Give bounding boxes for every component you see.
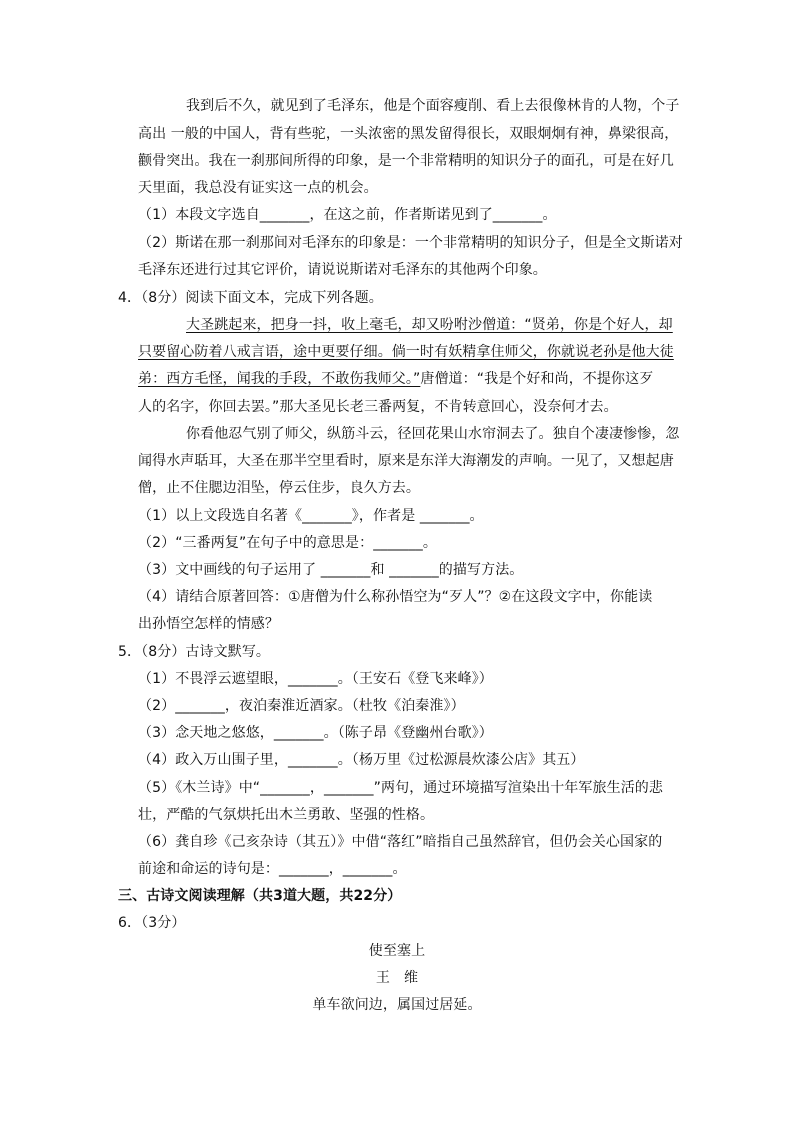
q5-item-2: （2）_______，夜泊秦淮近酒家。（杜牧《泊秦淮》） — [138, 698, 465, 714]
q4-sub-question-4-line-2: 出孙悟空怎样的情感？ — [138, 616, 279, 632]
q5-item-5-line-1: （5）《木兰诗》中“_______，_______”两句，通过环境描写渲染出十年军旅生活的悲 — [138, 780, 664, 796]
q4-sub-question-1: （1）以上文段选自名著《_______》，作者是 _______。 — [138, 508, 484, 524]
q5-item-4: （4）政入万山围子里，_______。（杨万里《过松源晨炊漆公店》其五） — [138, 752, 585, 768]
q4-sub-question-4-line-1: （4）请结合原著回答：①唐僧为什么称孙悟空为“歹人”？②在这段文字中，你能读 — [138, 589, 653, 605]
q3-sub-question-2-line-2: 毛泽东还进行过其它评价，请说说斯诺对毛泽东的其他两个印象。 — [138, 262, 547, 278]
q6-header: 6．（3分） — [118, 915, 186, 931]
poem-title: 使至塞上 — [368, 943, 426, 959]
q5-item-1: （1）不畏浮云遮望眼，_______。（王安石《登飞来峰》） — [138, 671, 493, 687]
q4-para2-line-3: 僧，止不住腮边泪坠，停云住步，良久方去。 — [138, 480, 420, 496]
q4-para2-line-1: 你看他忍气别了师父，纵筋斗云，径回花果山水帘洞去了。独自个凄凄惨惨，忽 — [186, 426, 680, 442]
q3-passage-line-3: 颧骨突出。我在一刹那间所得的印象，是一个非常精明的知识分子的面孔，可是在好几 — [138, 153, 674, 169]
poem-line-1: 单车欲问边，属国过居延。 — [312, 997, 482, 1013]
q3-sub-question-1: （1）本段文字选自_______，在这之前，作者斯诺见到了_______。 — [138, 207, 557, 223]
poem-author: 王 维 — [375, 970, 419, 986]
q4-underlined-line-3: 弟：西方毛怪，闻我的手段，不敢伤我师父。” — [138, 371, 421, 387]
section-3-header: 三、古诗文阅读理解（共3道大题，共22分） — [118, 888, 402, 904]
q4-line-3-tail: 唐僧道：“我是个好和尚，不提你这歹 — [420, 371, 654, 387]
q3-passage-line-2: 高出 一般的中国人，背有些驼，一头浓密的黑发留得很长，双眼炯炯有神，鼻梁很高， — [138, 126, 679, 142]
q5-item-6-line-1: （6）龚自珍《己亥杂诗（其五）》中借“落红”暗指自己虽然辞官，但仍会关心国家的 — [138, 834, 663, 850]
q5-header: 5．（8分）古诗文默写。 — [118, 644, 271, 660]
q5-item-3: （3）念天地之悠悠，_______。（陈子昂《登幽州台歌》） — [138, 725, 493, 741]
q4-para2-line-2: 闻得水声聒耳，大圣在那半空里看时，原来是东洋大海潮发的声响。一见了，又想起唐 — [138, 453, 674, 469]
q5-item-5-line-2: 壮，严酷的气氛烘托出木兰勇敢、坚强的性格。 — [138, 807, 435, 823]
q4-sub-question-3: （3）文中画线的句子运用了 _______和 _______的描写方法。 — [138, 562, 524, 578]
q4-header: 4．（8分）阅读下面文本，完成下列各题。 — [118, 290, 383, 306]
q4-passage-line-3 — [138, 369, 653, 389]
q3-passage-line-4: 天里面，我总没有证实这一点的机会。 — [138, 180, 378, 196]
q3-sub-question-2-line-1: （2）斯诺在那一刹那间对毛泽东的印象是：一个非常精明的知识分子，但是全文斯诺对 — [138, 235, 683, 251]
q4-underlined-line-2: 只要留心防着八戒言语，途中更要仔细。倘一时有妖精拿住师父，你就说老孙是他大徒 — [138, 344, 674, 360]
q4-sub-question-2: （2）“三番两复”在句子中的意思是：_______。 — [138, 535, 438, 551]
q4-underlined-line-1: 大圣跳起来，把身一抖，收上毫毛，却又吩咐沙僧道：“贤弟，你是个好人，却 — [186, 317, 673, 333]
q4-passage-line-4: 人的名字，你回去罢。”那大圣见长老三番两复，不肯转意回心，没奈何才去。 — [138, 399, 618, 415]
q5-item-6-line-2: 前途和命运的诗句是：_______，_______。 — [138, 861, 407, 877]
q3-passage-line-1: 我到后不久，就见到了毛泽东，他是个面容瘦削、看上去很像林肯的人物，个子 — [186, 98, 680, 114]
